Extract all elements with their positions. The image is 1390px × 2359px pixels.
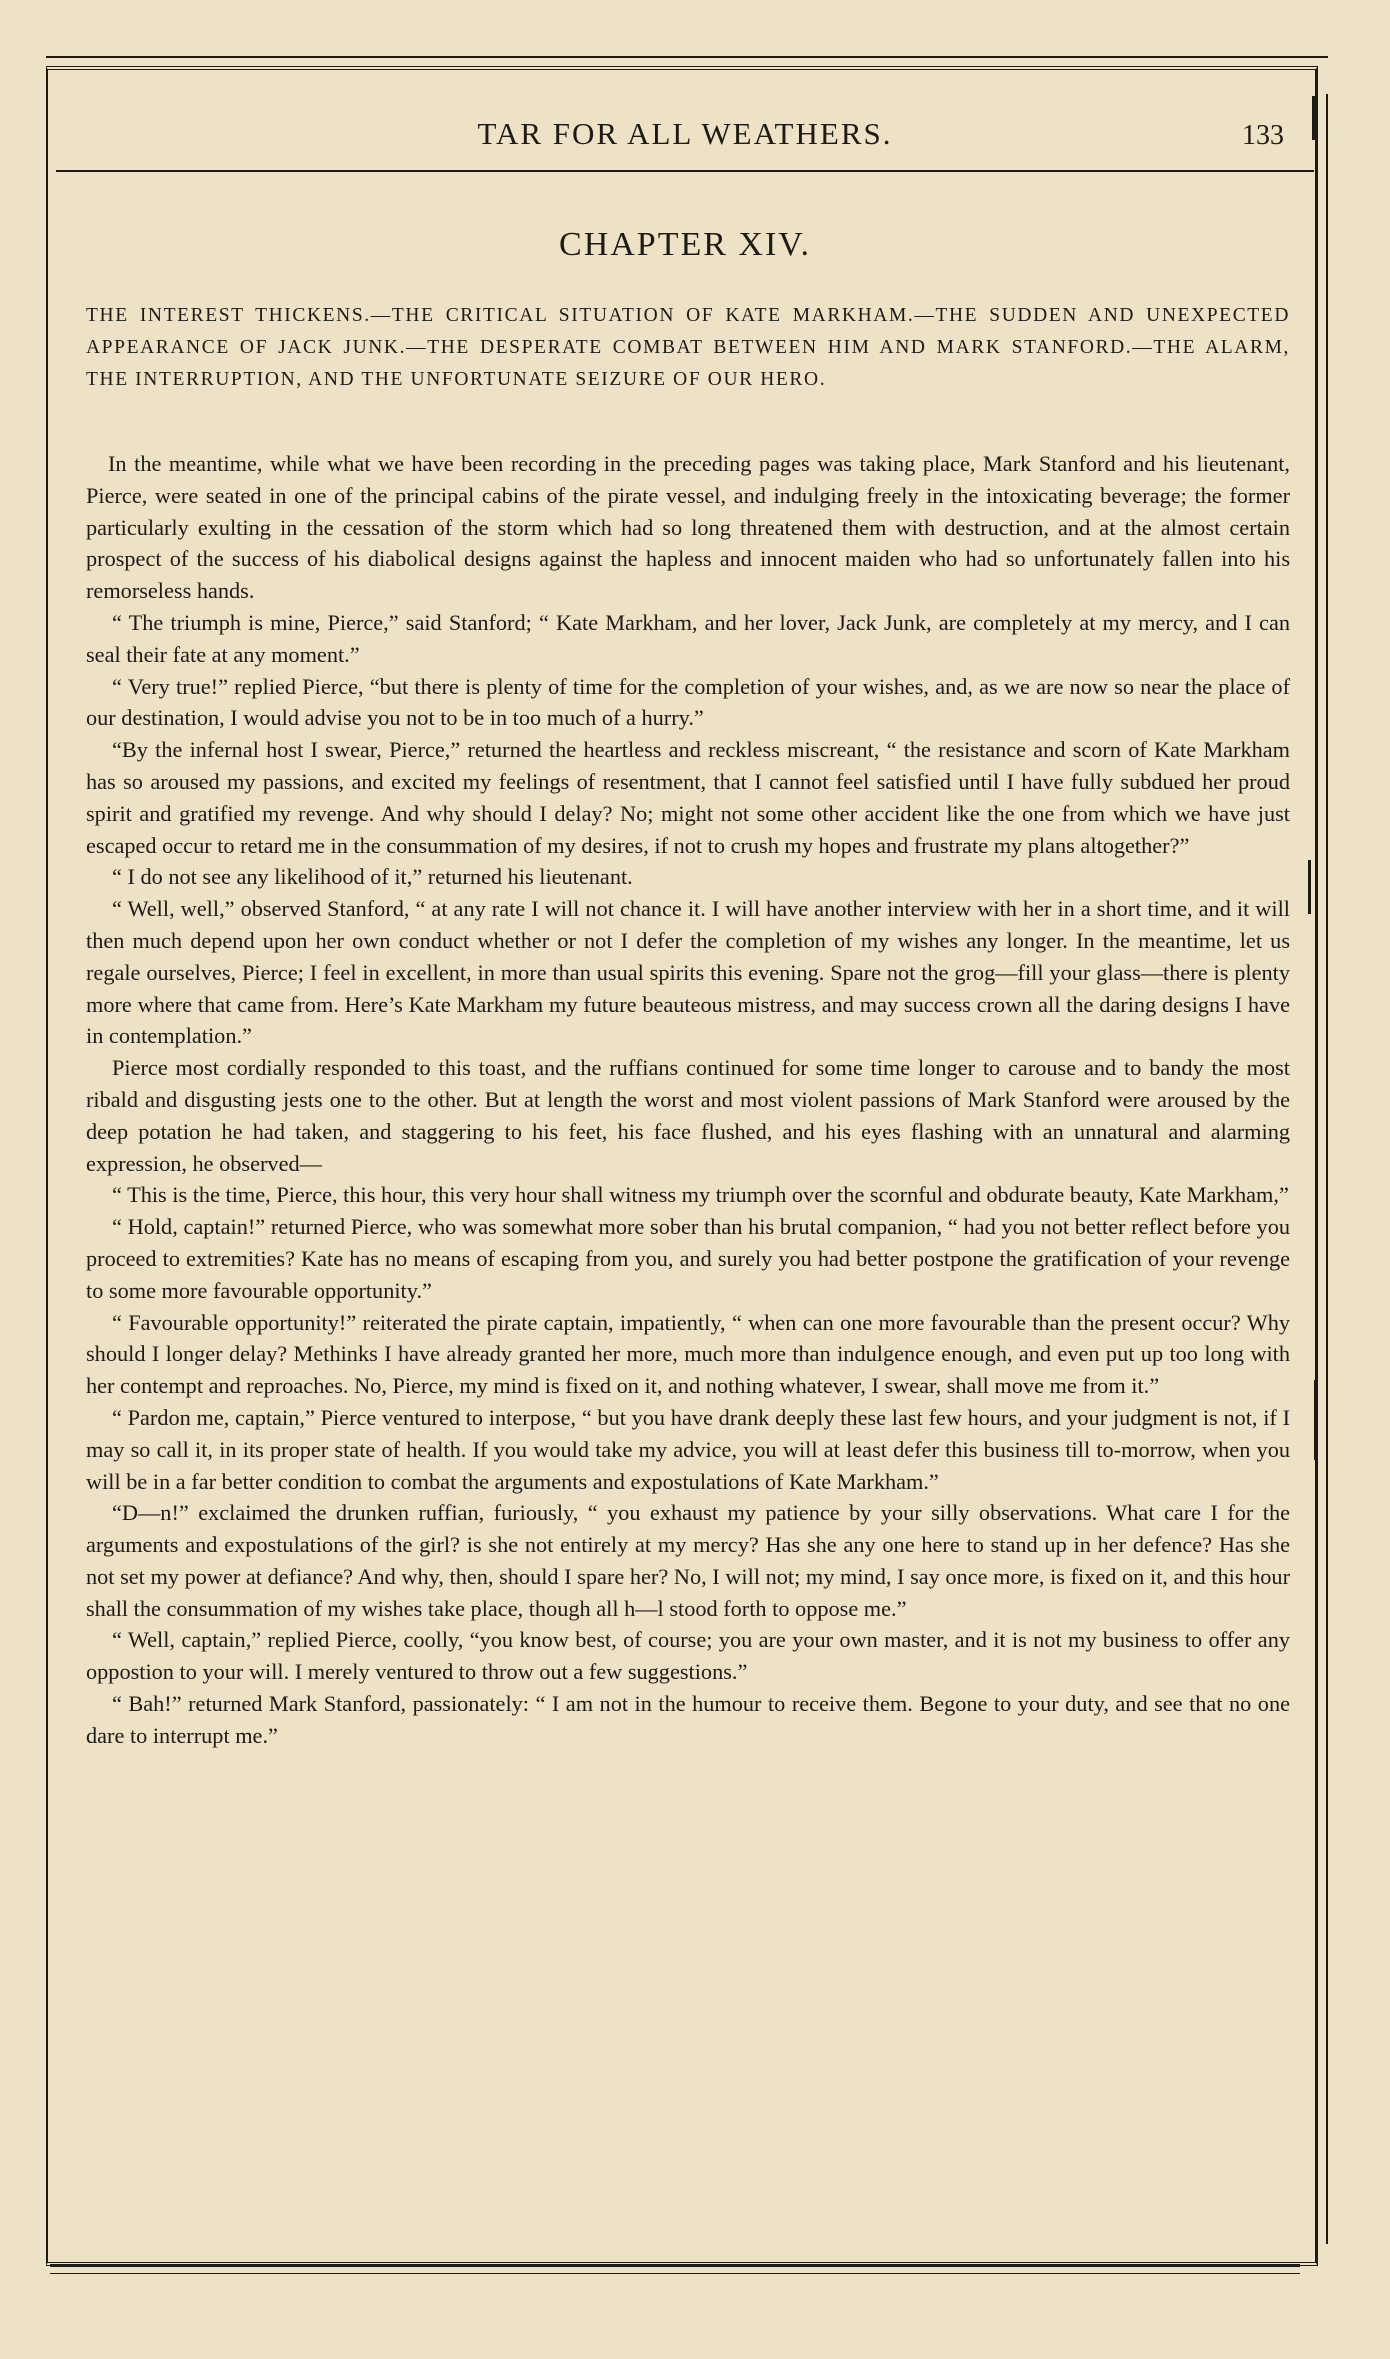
paragraph: “By the infernal host I swear, Pierce,” returned the heartless and reckless miscreant, “ the resistance and scorn of Kate Markham has so aroused my passions, and excited my feelings of resentment, that I cannot feel satisfied until I have fully subdued her proud spirit and gratified my revenge. And why should I delay? No; might not some other accident like the one from which we have just escaped occur to retard me in the consummation of my desires, if not to crush my hopes and frustrate my plans altogether?” [86, 737, 1290, 858]
edge-mark [1308, 860, 1311, 914]
paragraph: “ Very true!” replied Pierce, “but there is plenty of time for the completion of your wishes, and, as we are now so near the place of our destination, I would advise you not to be in too much of a hurry.” [86, 673, 1290, 731]
running-title: TAR FOR ALL WEATHERS. [477, 116, 893, 151]
paragraph: “ The triumph is mine, Pierce,” said Stanford; “ Kate Markham, and her lover, Jack Junk, are completely at my mercy, and I can seal their fate at any moment.” [86, 609, 1290, 667]
right-margin-rule [1326, 94, 1328, 2244]
chapter-synopsis: THE INTEREST THICKENS.—THE CRITICAL SITUATION OF KATE MARKHAM.—THE SUDDEN AND UNEXPECTED APPEARANCE OF JACK JUNK.—THE DESPERATE COMBAT BETWEEN HIM AND MARK STANFORD.—THE ALARM, THE INTERRUPTION, AND THE UNFORTUNATE SEIZURE OF OUR HERO. [86, 305, 1290, 390]
paragraph: “ Pardon me, captain,” Pierce ventured to interpose, “ but you have drank deeply these last few hours, and your judgment is not, if I may so call it, in its proper state of health. If you would take my advice, you will at least defer this business till to-morrow, when you will be in a far better condition to combat the arguments and expostulations of Kate Markham.” [86, 1404, 1290, 1494]
paragraph: “ This is the time, Pierce, this hour, this very hour shall witness my triumph over the scornful and obdurate beauty, Kate Markham,” [112, 1182, 1289, 1208]
paragraph: “ Bah!” returned Mark Stanford, passionately: “ I am not in the humour to receive them. Begone to your duty, and see that no one dare to interrupt me.” [86, 1691, 1290, 1748]
edge-mark [1314, 1380, 1317, 1460]
paragraph: “D—n!” exclaimed the drunken ruffian, furiously, “ you exhaust my patience by your silly observations. What care I for the arguments and expostulations of the girl? is she not entirely at my mercy? Has she any one here to stand up in her defence? Has she not set my power at defiance? And why, then, should I spare her? No, I will not; my mind, I say once more, is fixed on it, and this hour shall the consummation of my wishes take place, though all h—l stood forth to oppose me.” [86, 1500, 1290, 1621]
header-rule [56, 170, 1314, 172]
body-text [86, 448, 1290, 1752]
edge-mark [1312, 96, 1315, 140]
top-border-rule [46, 56, 1328, 58]
chapter-title: CHAPTER XIV. [559, 226, 811, 263]
paragraph: “ Well, well,” observed Stanford, “ at any rate I will not chance it. I will have another interview with her in a short time, and it will then much depend upon her own conduct whether or not I defer the completion of my wishes any longer. In the meantime, let us regale ourselves, Pierce; I feel in excellent, in more than usual spirits this evening. Spare not the grog—fill your glass—there is plenty more where that came from. Here’s Kate Markham my future beauteous mistress, and may success crown all the daring designs I have in contemplation.” [86, 896, 1290, 1049]
page-number: 133 [1242, 120, 1284, 151]
paragraph: “ Hold, captain!” returned Pierce, who was somewhat more sober than his brutal companion, “ had you not better reflect before you proceed to extremities? Kate has no means of escaping from you, and surely you had better postpone the gratification of your revenge to some more favourable opportunity.” [86, 1214, 1290, 1303]
paragraph: “ Favourable opportunity!” reiterated the pirate captain, impatiently, “ when can one more favourable than the present occur? Why should I longer delay? Methinks I have already granted her more, much more than indulgence enough, and even put up too long with her contempt and reproaches. No, Pierce, my mind is fixed on it, and nothing whatever, I swear, shall move me from it.” [86, 1309, 1290, 1399]
paragraph: In the meantime, while what we have been recording in the preceding pages was taking place, Mark Stanford and his lieutenant, Pierce, were seated in one of the principal cabins of the pirate vessel, and indulging freely in the intoxicating beverage; the former particularly exulting in the cessation of the storm which had so long threatened them with destruction, and at the almost certain prospect of the success of his diabolical designs against the hapless and innocent maiden who had so unfortunately fallen into his remorseless hands. [86, 451, 1290, 604]
footer-rule-thin [50, 2273, 1300, 2274]
paragraph: Pierce most cordially responded to this toast, and the ruffians continued for some time longer to carouse and to bandy the most ribald and disgusting jests one to the other. But at length the worst and most violent passions of Mark Stanford were aroused by the deep potation he had taken, and staggering to his feet, his face flushed, and his eyes flashing with an unnatural and alarming expression, he observed— [86, 1055, 1290, 1176]
paragraph: “ Well, captain,” replied Pierce, coolly, “you know best, of course; you are your own master, and it is not my business to offer any oppostion to your will. I merely ventured to throw out a few suggestions.” [86, 1627, 1290, 1685]
running-head [60, 116, 1310, 160]
footer-rule [50, 2264, 1300, 2267]
paragraph: “ I do not see any likelihood of it,” returned his lieutenant. [112, 864, 633, 890]
